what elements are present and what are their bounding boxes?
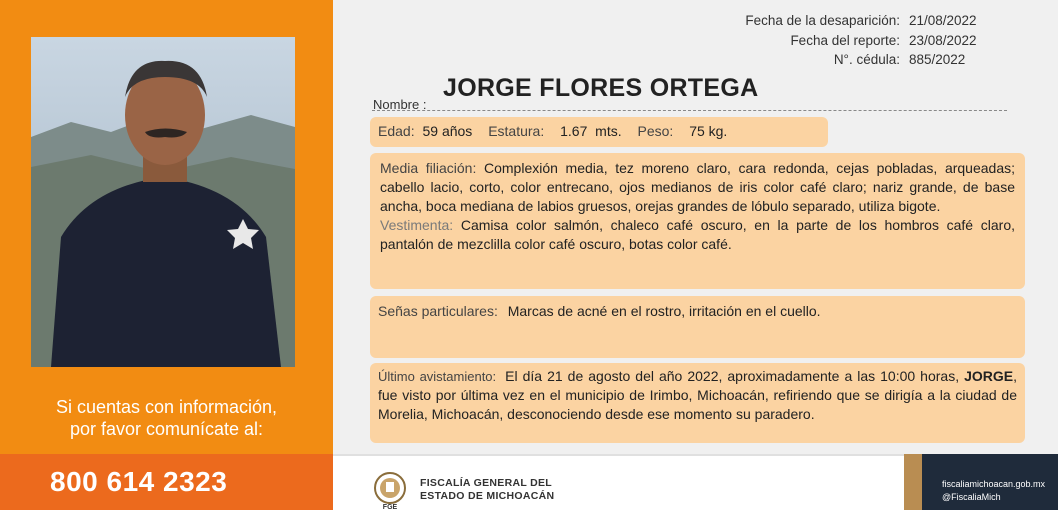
contact-line-2: por favor comunícate al: (69, 419, 264, 439)
ultimo-text-1: El día 21 de agosto del año 2022, aproximadamente a las 10:00 horas, (505, 368, 960, 384)
seal-text: FGE (382, 504, 398, 510)
org-line-2: ESTADO DE MICHOACÁN (420, 490, 555, 502)
media-label: Media filiación: (380, 160, 477, 176)
org-line-1: FISCALÍA GENERAL DEL (420, 477, 553, 489)
estatura-label: Estatura: (488, 123, 545, 139)
senas-text: Marcas de acné en el rostro, irritación en el cuello. (507, 303, 821, 319)
meta-reporte-label: Fecha del reporte: (790, 33, 900, 48)
phone-number[interactable]: 800 614 2323 (0, 454, 333, 510)
meta-reporte-value: 23/08/2022 (909, 33, 977, 48)
meta-desaparicion-label: Fecha de la desaparición: (745, 13, 900, 28)
social-box (922, 454, 1058, 510)
media-filiacion-box (370, 153, 1025, 289)
website-link[interactable]: fiscaliamichoacan.gob.mx (942, 479, 1046, 489)
left-panel (0, 0, 333, 510)
peso-label: Peso: (637, 123, 674, 139)
gold-strip (904, 454, 922, 510)
contact-prompt (0, 396, 333, 440)
stats-box (370, 117, 828, 147)
fge-org-name (420, 477, 554, 503)
name-label: Nombre : (373, 97, 427, 112)
meta-cedula-label: N°. cédula: (833, 52, 900, 67)
edad-label: Edad: (378, 123, 415, 139)
estatura-value: 1.67 mts. (560, 123, 622, 139)
edad-value: 59 años (422, 123, 473, 139)
senas-box (370, 296, 1025, 358)
name-underline (372, 110, 1007, 111)
ultimo-name: JORGE (964, 368, 1014, 384)
peso-value: 75 kg. (689, 123, 728, 139)
vestimenta-text: Camisa color salmón, chaleco café oscuro, en la parte de los hombros café claro, pantalón de mezclilla color café oscuro, botas color café. (380, 217, 1015, 252)
senas-label: Señas particulares: (378, 303, 498, 319)
missing-person-photo (31, 37, 295, 367)
ultimo-label: Último avistamiento: (378, 369, 497, 384)
media-text: Complexión media, tez moreno claro, cara redonda, cejas pobladas, arqueadas; cabello lacio, corto, color entrecano, ojos medianos de iris color café claro; nariz grande, de base ancha, boca mediana de labios gruesos, orejas grandes de lóbulo separado, utiliza bigote. (380, 160, 1015, 214)
meta-desaparicion-value: 21/08/2022 (909, 13, 977, 28)
ultimo-box (370, 363, 1025, 443)
fge-seal-icon (370, 470, 410, 510)
vestimenta-label: Vestimenta: (380, 217, 454, 233)
ultimo-text-2: , fue visto por última vez en el municipio de Irimbo, Michoacán, refiriendo que se dirigía a la ciudad de Morelia, Michoacán, desconociendo desde ese momento su paradero. (378, 368, 1018, 422)
contact-line-1: Si cuentas con información, (55, 397, 278, 417)
meta-cedula-value: 885/2022 (909, 52, 966, 67)
social-handle[interactable]: @FiscaliaMich (942, 492, 1001, 502)
person-name: JORGE FLORES ORTEGA (443, 74, 759, 102)
